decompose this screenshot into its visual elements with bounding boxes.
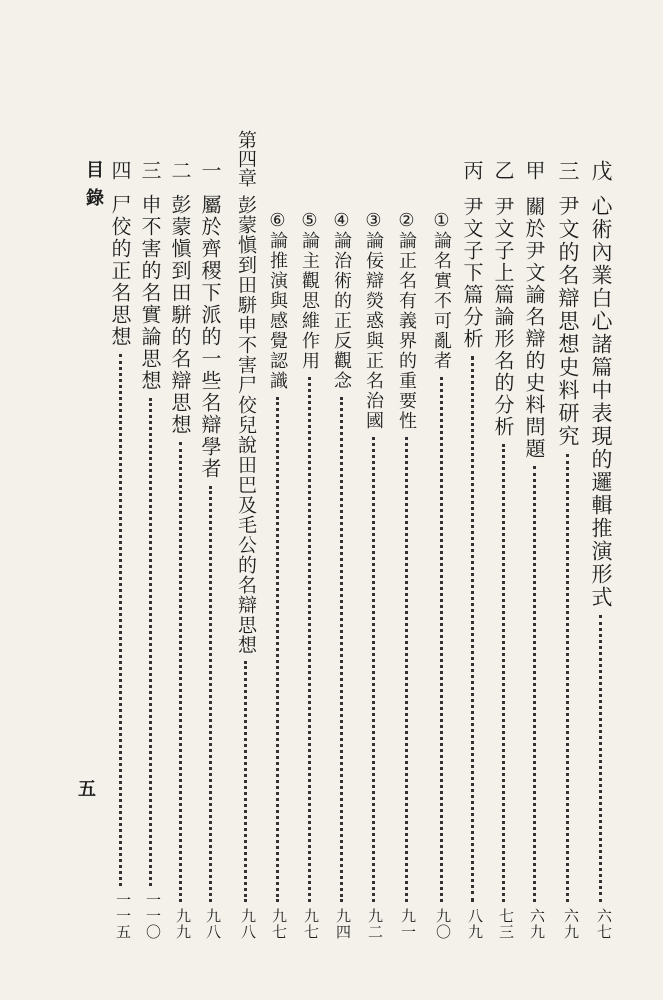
dot-leader xyxy=(533,466,536,902)
dot-leader xyxy=(340,397,343,902)
toc-entry xyxy=(432,210,450,940)
entry-page-number: 九二 xyxy=(366,908,384,940)
entry-page-number: 一一五 xyxy=(114,892,132,940)
entry-marker: 一 xyxy=(198,160,222,180)
entry-marker: 第四章 xyxy=(235,130,257,187)
entry-page-number: 六七 xyxy=(595,908,613,940)
entry-title: 尸佼的正名思想 xyxy=(108,194,132,348)
dot-leader xyxy=(209,486,212,902)
toc-entry xyxy=(462,160,482,940)
entry-title: 論推演與感覺認識 xyxy=(267,231,288,391)
entry-title: 關於尹文論名辯的史料問題 xyxy=(522,196,546,460)
dot-leader xyxy=(502,444,505,902)
entry-title: 彭蒙愼到田駢的名辯思想 xyxy=(168,194,192,436)
entry-marker: 戊 xyxy=(589,160,613,181)
dot-leader xyxy=(405,437,408,902)
running-head: 目錄 xyxy=(83,160,104,216)
dot-leader xyxy=(440,377,443,902)
dot-leader xyxy=(276,397,279,902)
toc-entry xyxy=(524,160,544,940)
dot-leader xyxy=(599,615,602,902)
entry-page-number: 六九 xyxy=(562,908,580,940)
entry-page-number: 九七 xyxy=(270,908,288,940)
toc-entry xyxy=(268,210,286,940)
toc-entry xyxy=(557,160,578,940)
dot-leader xyxy=(566,454,569,902)
entry-marker: 甲 xyxy=(522,160,546,180)
dot-leader xyxy=(308,377,311,902)
entry-page-number: 九八 xyxy=(204,908,222,940)
entry-marker: ④ xyxy=(331,210,352,231)
entry-page-number: 七三 xyxy=(497,908,515,940)
entry-marker: ② xyxy=(396,210,417,231)
toc-entry xyxy=(332,210,350,940)
entry-page-number: 九〇 xyxy=(434,908,452,940)
dot-leader xyxy=(149,398,152,886)
entry-title: 尹文的名辯思想史料研究 xyxy=(556,195,580,448)
dot-leader xyxy=(244,661,247,902)
entry-page-number: 九四 xyxy=(334,908,352,940)
dot-leader xyxy=(179,442,182,902)
entry-marker: ① xyxy=(431,210,452,231)
entry-title: 申不害的名實論思想 xyxy=(138,194,162,392)
entry-page-number: 六九 xyxy=(528,908,546,940)
toc-entry xyxy=(364,210,382,940)
entry-title: 論佞辯熒惑與正名治國 xyxy=(363,231,384,431)
entry-title: 屬於齊稷下派的一些名辯學者 xyxy=(198,194,222,480)
entry-marker: 乙 xyxy=(491,160,515,180)
toc-entry xyxy=(140,160,160,940)
entry-marker: 四 xyxy=(108,160,132,180)
dot-leader xyxy=(471,356,474,902)
toc-entry xyxy=(170,160,190,940)
entry-page-number: 九七 xyxy=(302,908,320,940)
entry-marker: 三 xyxy=(556,160,580,181)
entry-title: 論名實不可亂者 xyxy=(431,231,452,371)
entry-title: 論主觀思維作用 xyxy=(299,231,320,371)
toc-entry xyxy=(236,130,255,940)
entry-title: 彭蒙愼到田駢申不害尸佼兒說田巴及毛公的名辯思想 xyxy=(235,195,257,655)
entry-page-number: 九八 xyxy=(239,908,257,940)
entry-page-number: 九一 xyxy=(399,908,417,940)
entry-marker: ③ xyxy=(363,210,384,231)
toc-entry xyxy=(397,210,415,940)
entry-title: 論治術的正反觀念 xyxy=(331,231,352,391)
entry-title: 尹文子上篇論形名的分析 xyxy=(491,196,515,438)
entry-page-number: 八九 xyxy=(466,908,484,940)
entry-title: 心術內業白心諸篇中表現的邏輯推演形式 xyxy=(589,195,613,609)
entry-marker: 丙 xyxy=(460,160,484,180)
entry-marker: 三 xyxy=(138,160,162,180)
dot-leader xyxy=(119,354,122,886)
entry-title: 尹文子下篇分析 xyxy=(460,196,484,350)
dot-leader xyxy=(372,437,375,902)
toc-entry xyxy=(590,160,611,940)
entry-page-number: 一一〇 xyxy=(144,892,162,940)
toc-entry xyxy=(110,160,130,940)
entry-marker: 二 xyxy=(168,160,192,180)
entry-title: 論正名有義界的重要性 xyxy=(396,231,417,431)
toc-entry xyxy=(200,160,220,940)
toc-entry xyxy=(493,160,513,940)
entry-marker: ⑥ xyxy=(267,210,288,231)
page-folio: 五 xyxy=(78,779,96,800)
toc-entry xyxy=(300,210,318,940)
entry-marker: ⑤ xyxy=(299,210,320,231)
entry-page-number: 九九 xyxy=(174,908,192,940)
